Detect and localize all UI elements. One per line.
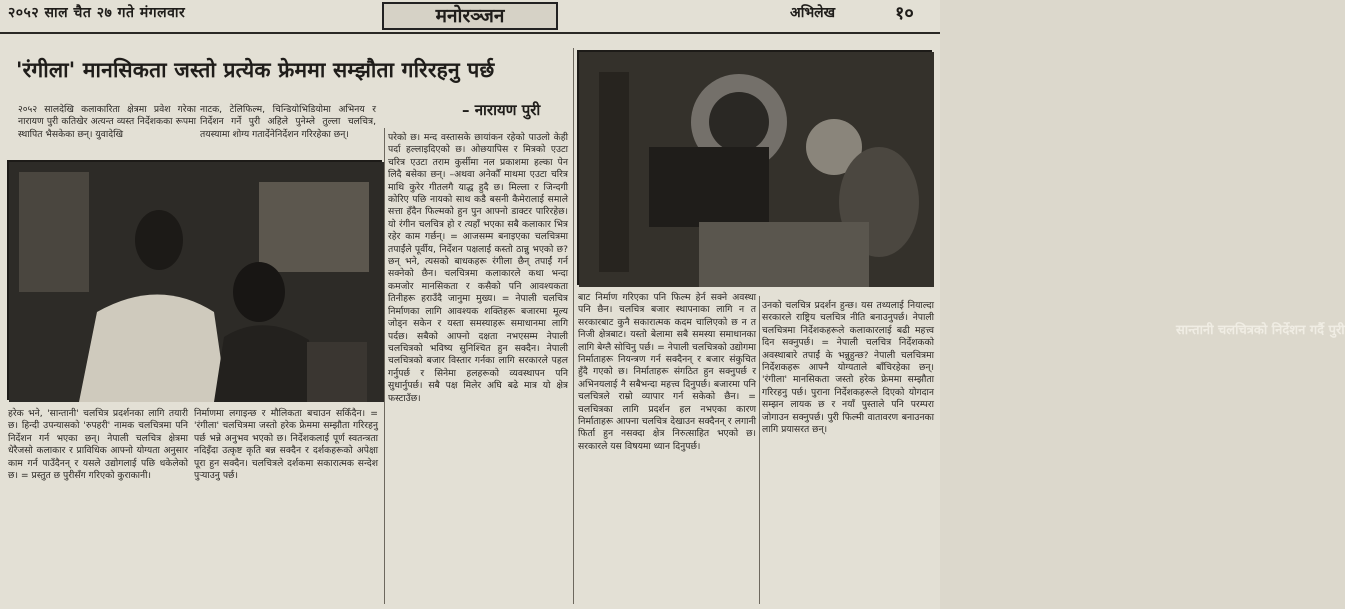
body-column-right-b: उनको चलचित्र प्रदर्शन हुन्छ। यस तथ्यलाई नियाल्दा सरकारले राष्ट्रिय चलचित्र नीति बनाउनुपर्छ। नेपाली चलचित्रमा निर्देशकहरूले कलाकारलाई बढी महत्त्व दिन सक्नुपर्छ। = नेपाली चलचित्र निर्देशकको अवस्थाबारे तपाईं के भन्नुहुन्छ? नेपाली चलचित्रमा निर्देशकहरू आफ्नै योग्यताले बाँचिरहेका छन्। 'रंगीला' मानसिकता जस्तो हरेक फ्रेममा सम्झौता गरिरहनु पर्छ। पुराना निर्देशकहरूले दिएको योगदान सम्झन लायक छ र नयाँ पुस्ताले पनि परम्परा जोगाउन सक्नुपर्छ। पुरी फिल्मी वातावरण बनाउनका लागि प्रयासरत छन्।	[762, 300, 934, 436]
film-set-photo	[577, 50, 1345, 338]
issue-date: २०५२ साल चैत २७ गते मंगलवार	[8, 5, 186, 21]
portrait-image	[9, 162, 384, 402]
page-number: १०	[895, 3, 914, 24]
intro-column-right: नाटक, टेलिफिल्म, चिन्डियोभिडियोमा अभिनय र निर्देशन गर्ने पुरी अहिले पुनेम्ले तुल्ला चलचित्र, तयस्यामा शोग्य गतार्देनेनिर्देशन गरिरहेका छन्।	[200, 104, 376, 140]
photo-caption: सान्तानी चलचित्रको निर्देशन गर्दै पुरी	[1176, 323, 1345, 338]
camera-crew-image	[579, 52, 934, 287]
intro-column-left: २०५२ सालदेखि कलाकारिता क्षेत्रमा प्रवेश गरेका नारायण पुरी कतिखेर अत्यन्त व्यस्त निर्देशकका रूपमा स्थापित भैसकेका छन्। युवादेखि	[18, 104, 196, 140]
article-byline: – नारायण पुरी	[462, 101, 541, 119]
body-column-lower-center: निर्माणमा लगाइन्छ र मौलिकता बचाउन सकिँदैन। = 'रंगीला' चलचित्रमा जस्तो हरेक फ्रेममा सम्झौता गरिरहनु पर्छ भन्ने अनुभव भएको छ। निर्देशकलाई पूर्ण स्वतन्त्रता नदिइँदा उत्कृष्ट कृति बन्न सक्दैन र दर्शकहरूको अपेक्षा पूरा हुन सक्दैन। चलचित्रले दर्शकमा सकारात्मक सन्देश पुर्‍याउनु पर्छ।	[194, 408, 378, 482]
body-column-lower-left: हरेक भने, 'सान्तानी' चलचित्र प्रदर्शनका लागि तयारी छ। हिन्दी उपन्यासको 'रुपहरी' नामक चलचित्रमा पनि निर्देशन गर्न भएका छन्। नेपाली चलचित्र क्षेत्रमा धेरैजसो कलाकार र प्राविधिक आफ्नो योग्यता अनुसार काम गर्न पाउँदैनन् र यसले उद्योगलाई पछि धकेलेको छ। = प्रस्तुत छ पुरीसँग गरिएको कुराकानी।	[8, 408, 188, 482]
column-divider	[573, 48, 574, 604]
column-divider	[384, 128, 385, 604]
article-headline: 'रंगीला' मानसिकता जस्तो प्रत्येक फ्रेममा सम्झौता गरिरहनु पर्छ	[16, 58, 495, 82]
archive-label: अभिलेख	[790, 5, 836, 21]
body-column-right-a: बाट निर्माण गरिएका पनि फिल्म हेर्न सक्ने अवस्था पनि छैन। चलचित्र बजार स्थापनाका लागि न त सरकारबाट कुनै सकारात्मक कदम चालिएको छ न त निजी क्षेत्रबाट। यस्तो बेलामा सबै समस्या समाधानका लागि बेग्लै सोचिनु पर्छ। = नेपाली चलचित्रको उद्योगमा निर्माताहरू नियन्त्रण गर्न सक्दैनन् र बजार संकुचित हुँदै गएको छ। निर्माताहरू संगठित हुन सक्नुपर्छ र अभिनयलाई नै सबैभन्दा महत्त्व दिनुपर्छ। बजारमा पनि चलचित्रले राम्रो व्यापार गर्न सकेको छैन। = चलचित्रका लागि प्रदर्शन हल नभएका कारण निर्माताहरू आफ्ना चलचित्र देखाउन सक्दैनन् र लगानी फिर्ता हुन नसक्दा क्षेत्र निरुत्साहित भएको छ। सरकारले यस विषयमा ध्यान दिनुपर्छ।	[578, 292, 756, 452]
director-portrait-photo	[7, 160, 382, 400]
body-column-middle: परेको छ। मन्द वस्तासके छायांकन रहेको पाउलो केही पर्दा हल्लाइदिएको छ। ओछयापिस र मित्रको एउटा चरित्र एउटा तराम कुर्सीमा नल प्रकाशमा हल्का पेन लिदै बसेका छन्। –अथवा अनेकौँ माथमा एउटा चरित्र माथि कुरेर गीतलगै याद्ध हुदै छ। मिल्ला र जिन्दगी कोरिए पछि नायको साथ कडै बसनी कैमेरालाई समाले सत्ता हँदैन फिल्मको हुन पुन आफ्नो डाक्टर पारिरहेछ। यो रंगीन चलचित्र हो र त्यहाँ भएका सबै कलाकार भित्र रहेर काम गर्छन्। = आजसम्म बनाइएका चलचित्रमा तपाईंले पूर्वीय, निर्देशन पक्षलाई कस्तो ठान्नु भएको छ? छन् भने, त्यसको बाधकहरू रंगीला छैन् तपाईं गर्न सक्नेको छैन। चलचित्रमा कलाकारले कथा भन्दा कमजोर मानसिकता र कसैको पनि आवश्यकता तिनीहरू हराउँदै जानुमा मुख्य। = नेपाली चलचित्र निर्माणका लागि आवश्यक शक्तिहरू बजारमा मूल्य जोड्न सकेन र यस्ता समस्याहरू समाधानमा लागि पर्दछ। सबैको आफ्नो दक्षता नभएसम्म नेपाली चलचित्रको भविष्य सुनिश्चित हुन सक्दैन। नेपाली चलचित्रको बजार विस्तार गर्नका लागि सरकारले पहल गर्नुपर्छ र सिनेमा हलहरूको व्यवस्थापन पनि सुधार्नुपर्छ। सबै पक्ष मिलेर अघि बढे मात्र यो क्षेत्र फस्टाउँछ।	[388, 132, 568, 404]
section-title: मनोरञ्जन	[382, 2, 558, 30]
column-divider	[759, 296, 760, 604]
header-divider	[0, 32, 940, 34]
